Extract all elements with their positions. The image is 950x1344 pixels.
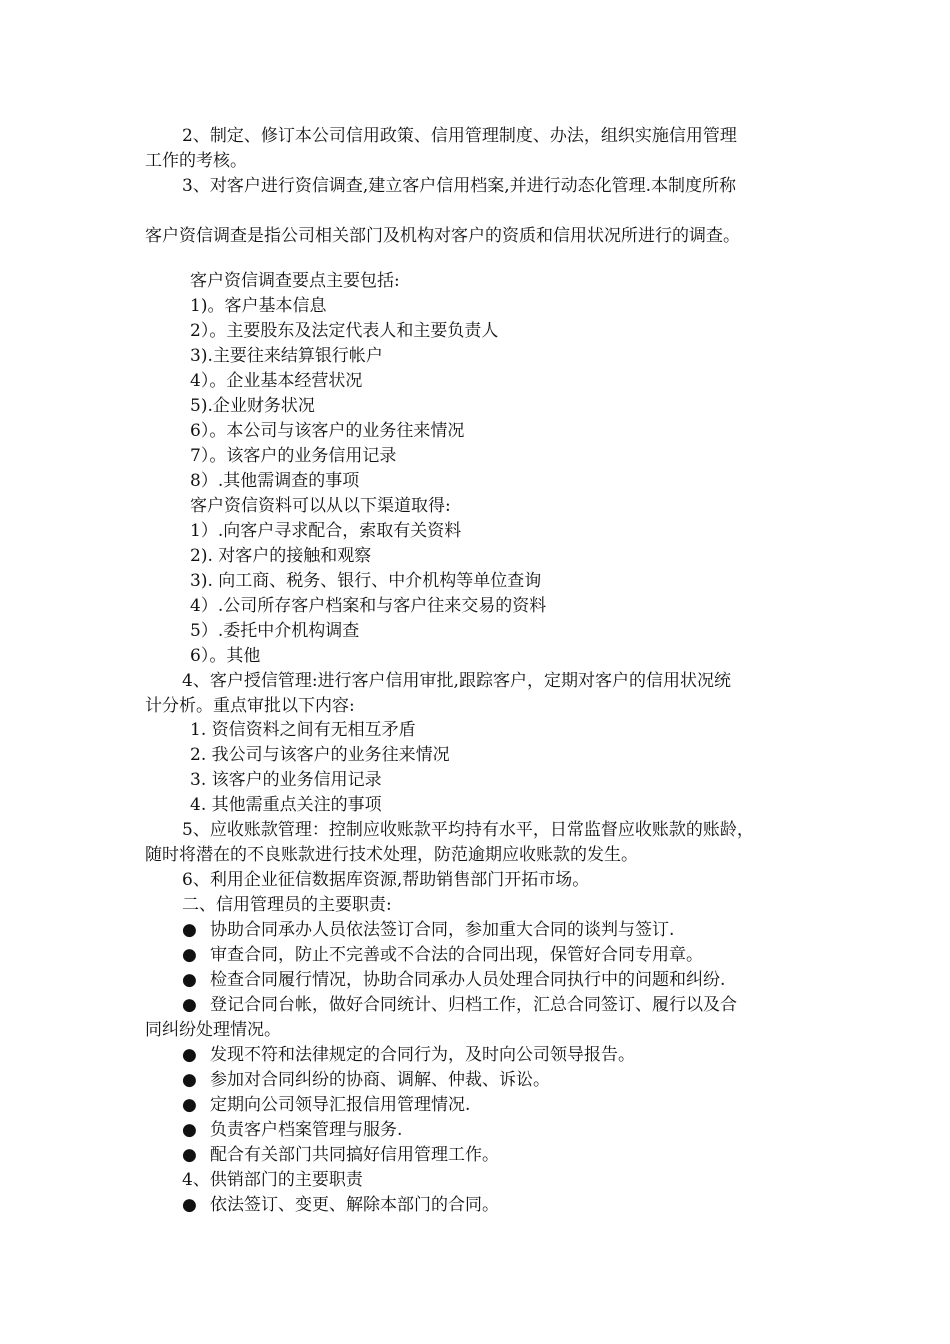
review-item: 3. 该客户的业务信用记录: [190, 770, 382, 790]
paragraph-item3-line1: 3、对客户进行资信调查,建立客户信用档案,并进行动态化管理.本制度所称: [182, 176, 737, 196]
duty-text: 发现不符和法律规定的合同行为，及时向公司领导报告。: [210, 1045, 635, 1065]
duty-item: [182, 1043, 635, 1067]
survey-point: 3).主要往来结算银行帐户: [190, 346, 383, 366]
survey-point: 1)。客户基本信息: [190, 296, 327, 316]
duty-item: [182, 1143, 499, 1167]
bullet-icon: ●: [182, 920, 197, 940]
paragraph-item6: 6、利用企业征信数据库资源,帮助销售部门开拓市场。: [182, 870, 590, 890]
source-item: 6）。其他: [190, 646, 261, 666]
paragraph-item5-line2: 随时将潜在的不良账款进行技术处理，防范逾期应收账款的发生。: [145, 845, 638, 865]
source-item: 4）.公司所存客户档案和与客户往来交易的资料: [190, 596, 547, 616]
paragraph-item4-line2: 计分析。重点审批以下内容:: [145, 696, 355, 716]
duty-text: 登记合同台帐，做好合同统计、归档工作，汇总合同签订、履行以及合: [210, 995, 737, 1015]
bullet-icon: ●: [182, 1145, 197, 1165]
paragraph-item3-line2: 客户资信调查是指公司相关部门及机构对客户的资质和信用状况所进行的调查。: [145, 226, 740, 246]
duty-text: 定期向公司领导汇报信用管理情况.: [210, 1095, 471, 1115]
duty-item: [182, 943, 703, 967]
duty-text: 审查合同，防止不完善或不合法的合同出现，保管好合同专用章。: [210, 945, 703, 965]
survey-point: 8）.其他需调查的事项: [190, 471, 360, 491]
bullet-icon: ●: [182, 945, 197, 965]
survey-point: 5).企业财务状况: [190, 396, 315, 416]
duty-text: 配合有关部门共同搞好信用管理工作。: [210, 1145, 499, 1165]
duty-text: 协助合同承办人员依法签订合同，参加重大合同的谈判与签订.: [210, 920, 675, 940]
review-item: 2. 我公司与该客户的业务往来情况: [190, 745, 450, 765]
paragraph-item4-line1: 4、客户授信管理:进行客户信用审批,跟踪客户，定期对客户的信用状况统: [182, 671, 731, 691]
source-heading: 客户资信资料可以从以下渠道取得:: [190, 496, 451, 516]
sales-heading: 4、供销部门的主要职责: [182, 1170, 363, 1190]
survey-point: 4）。企业基本经营状况: [190, 371, 363, 391]
duty-item: [182, 1093, 470, 1117]
paragraph-item2-line2: 工作的考核。: [145, 151, 247, 171]
survey-point: 7）。该客户的业务信用记录: [190, 446, 397, 466]
survey-point: 2）。主要股东及法定代表人和主要负责人: [190, 321, 499, 341]
paragraph-item5-line1: 5、应收账款管理：控制应收账款平均持有水平，日常监督应收账款的账龄，: [182, 820, 754, 840]
bullet-icon: ●: [182, 970, 197, 990]
review-item: 1. 资信资料之间有无相互矛盾: [190, 720, 416, 740]
duty-text: 负责客户档案管理与服务.: [210, 1120, 403, 1140]
bullet-icon: ●: [182, 1070, 197, 1090]
bullet-icon: ●: [182, 1095, 197, 1115]
duty-item: [182, 968, 725, 992]
duty-text: 检查合同履行情况，协助合同承办人员处理合同执行中的问题和纠纷.: [210, 970, 726, 990]
review-item: 4. 其他需重点关注的事项: [190, 795, 382, 815]
duty-item-line2: 同纠纷处理情况。: [145, 1020, 281, 1040]
bullet-icon: ●: [182, 1045, 197, 1065]
duty-item: [182, 918, 674, 942]
bullet-icon: ●: [182, 1120, 197, 1140]
duty-item: [182, 1068, 550, 1092]
survey-point: 6）。本公司与该客户的业务往来情况: [190, 421, 465, 441]
source-item: 2). 对客户的接触和观察: [190, 546, 372, 566]
paragraph-item2-line1: 2、制定、修订本公司信用政策、信用管理制度、办法，组织实施信用管理: [182, 126, 737, 146]
sales-duty-item: [182, 1193, 499, 1217]
duty-item: [182, 1118, 402, 1142]
duties-heading: 二、信用管理员的主要职责:: [182, 895, 392, 915]
source-item: 5）.委托中介机构调查: [190, 621, 360, 641]
duty-item-line1: [182, 993, 737, 1017]
duty-text: 参加对合同纠纷的协商、调解、仲裁、诉讼。: [210, 1070, 550, 1090]
bullet-icon: ●: [182, 1195, 197, 1215]
duty-text: 依法签订、变更、解除本部门的合同。: [210, 1195, 499, 1215]
bullet-icon: ●: [182, 995, 197, 1015]
source-item: 1）.向客户寻求配合，索取有关资料: [190, 521, 462, 541]
source-item: 3). 向工商、税务、银行、中介机构等单位查询: [190, 571, 542, 591]
survey-heading: 客户资信调查要点主要包括:: [190, 271, 400, 291]
